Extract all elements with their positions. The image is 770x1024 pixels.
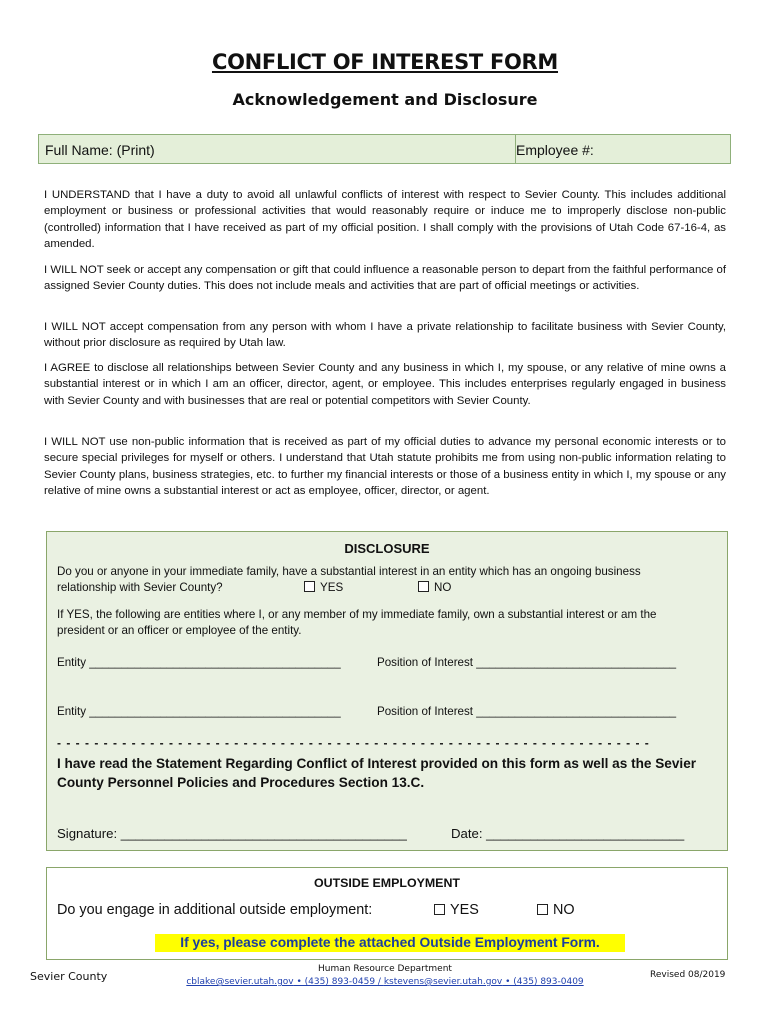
disclosure-yes-option[interactable] xyxy=(304,580,343,596)
employee-number-field[interactable] xyxy=(510,135,731,163)
outside-employment-box xyxy=(46,867,728,960)
employee-number-label: Employee #: xyxy=(516,142,594,158)
full-name-label: Full Name: (Print) xyxy=(45,142,155,158)
footer-county: Sevier County xyxy=(30,970,108,983)
outside-yes-label: YES xyxy=(450,902,479,918)
footer-phone-1: • (435) 893-0459 / xyxy=(293,977,384,987)
checkbox-icon[interactable] xyxy=(537,904,548,915)
checkbox-icon[interactable] xyxy=(434,904,445,915)
acknowledgement-statement: I have read the Statement Regarding Conflict of Interest provided on this form as well as the Sevier County Personnel Policies and Procedures Section 13.C. xyxy=(57,756,697,790)
disclosure-question-line1: Do you or anyone in your immediate family, have a substantial interest in an entity which has an ongoing business xyxy=(57,565,641,578)
disclosure-heading: DISCLOSURE xyxy=(344,541,430,556)
footer-email-link-2[interactable]: kstevens@sevier.utah.gov xyxy=(383,977,503,987)
outside-employment-heading: OUTSIDE EMPLOYMENT xyxy=(314,876,460,890)
disclosure-ifyes-line2: president or an officer or employee of the entity. xyxy=(57,624,302,637)
outside-no-option[interactable] xyxy=(537,902,575,918)
outside-yes-option[interactable] xyxy=(434,902,479,918)
outside-employment-note: If yes, please complete the attached Outside Employment Form. xyxy=(155,934,625,952)
full-name-field[interactable] xyxy=(39,135,516,163)
checkbox-icon[interactable] xyxy=(418,581,429,592)
footer-phone-2: • (435) 893-0409 xyxy=(502,977,584,987)
disclosure-ifyes-line1: If YES, the following are entities where I, or any member of my immediate family, own a substantial interest or am the xyxy=(57,608,657,621)
date-field[interactable]: Date: ___________________________ xyxy=(451,826,685,841)
outside-no-label: NO xyxy=(553,902,575,918)
paragraph-will-not-use: I WILL NOT use non-public information that is received as part of my official duties to advance my personal economic interests or to secure special privileges for myself or others. I understand that Utah statute prohibits me from using non-public information relating to Sevier County plans, business strategies, etc. to further my financial interests or those of a business entity in which I, my spouse or any relative of mine owns a substantial interest or act as employee, officer, director, or agent. xyxy=(44,436,726,497)
paragraph-understand: I UNDERSTAND that I have a duty to avoid all unlawful conflicts of interest with respect to Sevier County. This includes additional employment or business or professional activities that would reasonably require or induce me to improperly disclose non-public (controlled) information that I have received as part of my official position. I shall comply with the provisions of Utah Code 67-16-4, as amended. xyxy=(44,189,726,250)
form-title: CONFLICT OF INTEREST FORM xyxy=(211,50,559,74)
signature-field[interactable]: Signature: _______________________________________ xyxy=(57,826,407,841)
divider-dashed: - - - - - - - - - - - - - - - - - - - - - - - - - - - - - - - - - - - - - - - - - - - - - - - - - - - - - - - - - - - - - - - - xyxy=(57,736,650,750)
entity-field-1[interactable]: Entity _______________________________________ xyxy=(57,656,341,669)
disclosure-no-label: NO xyxy=(434,581,452,594)
disclosure-question-line2: relationship with Sevier County? xyxy=(57,581,223,594)
outside-employment-question: Do you engage in additional outside employment: xyxy=(57,902,373,918)
footer-revised: Revised 08/2019 xyxy=(650,970,726,980)
disclosure-box xyxy=(46,531,728,851)
disclosure-yes-label: YES xyxy=(320,581,344,594)
footer-contact-line xyxy=(180,976,590,989)
footer-department: Human Resource Department xyxy=(318,964,452,974)
form-subtitle: Acknowledgement and Disclosure xyxy=(232,90,538,109)
disclosure-no-option[interactable] xyxy=(418,580,451,596)
name-bar xyxy=(38,134,731,164)
footer-contact xyxy=(180,963,590,989)
position-field-2[interactable]: Position of Interest _______________________________ xyxy=(377,705,677,718)
paragraph-will-not-accept: I WILL NOT accept compensation from any person with whom I have a private relationship to facilitate business with Sevier County, without prior disclosure as required by Utah law. xyxy=(44,321,726,350)
checkbox-icon[interactable] xyxy=(304,581,315,592)
entity-field-2[interactable]: Entity _______________________________________ xyxy=(57,705,341,718)
paragraph-will-not-seek: I WILL NOT seek or accept any compensation or gift that could influence a reasonable person to depart from the faithful performance of assigned Sevier County duties. This does not include meals and activities that are part of official meetings or activities. xyxy=(44,264,726,293)
footer-email-link-1[interactable]: cblake@sevier.utah.gov xyxy=(186,977,294,987)
paragraph-agree: I AGREE to disclose all relationships between Sevier County and any business in which I, my spouse, or any relative of mine owns a substantial interest or in which I am an officer, director, agent, or employee. This includes enterprises regularly engaged in business with Sevier County and with businesses that are real or potential competitors with Sevier County. xyxy=(44,362,726,407)
position-field-1[interactable]: Position of Interest _______________________________ xyxy=(377,656,677,669)
